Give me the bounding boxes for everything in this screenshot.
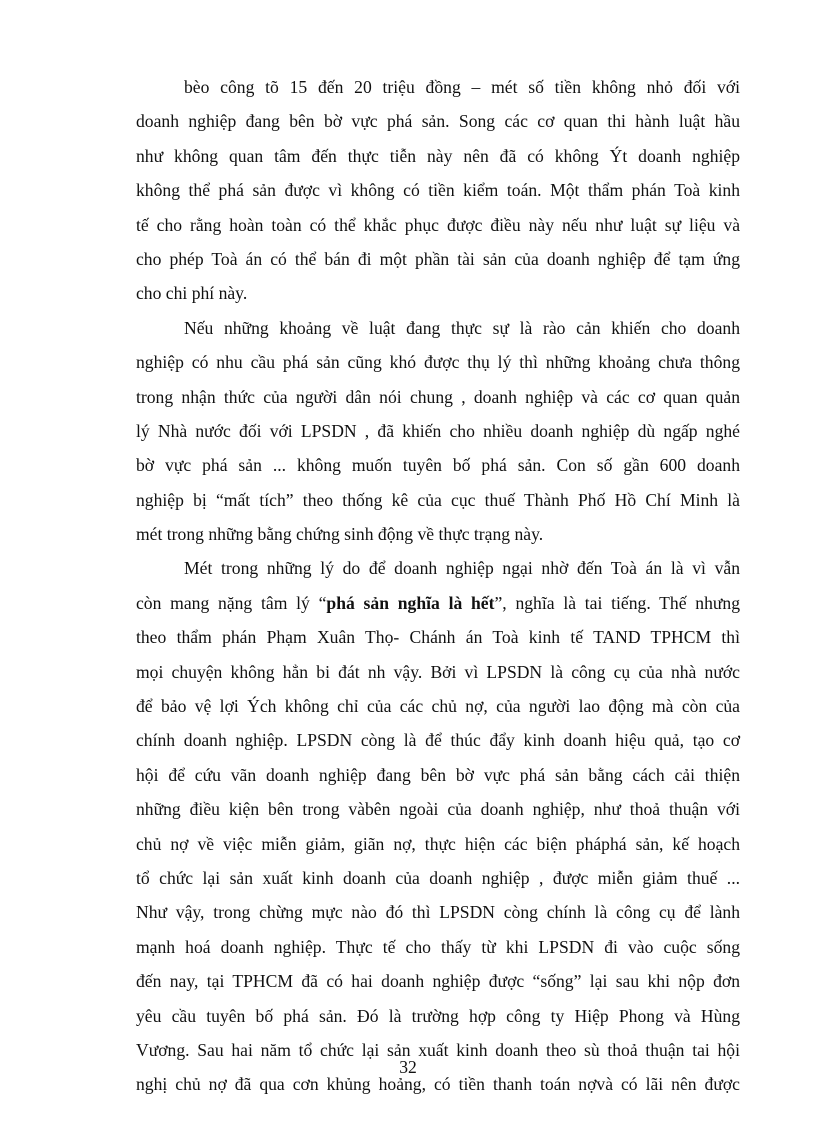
text-line: Như vậy, trong chừng mực nào đó thì LPSDN còng chính là công cụ để lành bbox=[136, 902, 740, 923]
text-line: tổ chức lại sản xuất kinh doanh của doanh nghiệp , được miễn giảm thuế ... bbox=[136, 867, 740, 888]
text-line: nghiệp bị “mất tích” theo thống kê của cục thuế Thành Phố Hồ Chí Minh là bbox=[136, 489, 740, 510]
text-line: Mét trong những lý do để doanh nghiệp ngại nhờ đến Toà án là vì vẫn bbox=[184, 558, 740, 579]
text-line: những điều kiện bên trong vàbên ngoài của doanh nghiệp, như thoả thuận với bbox=[136, 799, 740, 820]
text-line: yêu cầu tuyên bố phá sản. Đó là trường hợp công ty Hiệp Phong và Hùng bbox=[136, 1005, 740, 1026]
text-line: tế cho rằng hoàn toàn có thể khắc phục được điều này nếu như luật sự liệu và bbox=[136, 214, 740, 235]
paragraph bbox=[136, 551, 740, 1101]
text-line: mọi chuyện không hẳn bi đát nh vậy. Bởi vì LPSDN là công cụ của nhà nước bbox=[136, 661, 740, 682]
text-line: hội để cứu vãn doanh nghiệp đang bên bờ vực phá sản bằng cách cải thiện bbox=[136, 764, 740, 785]
text-line: nghị chủ nợ đã qua cơn khủng hoảng, có tiền thanh toán nợvà có lãi nên được bbox=[136, 1074, 740, 1095]
text-line: mạnh hoá doanh nghiệp. Thực tế cho thấy từ khi LPSDN đi vào cuộc sống bbox=[136, 936, 740, 957]
text-line: cho phép Toà án có thể bán đi một phần tài sản của doanh nghiệp để tạm ứng bbox=[136, 248, 740, 269]
text-line: doanh nghiệp đang bên bờ vực phá sản. Song các cơ quan thi hành luật hầu bbox=[136, 111, 740, 132]
text-line: trong nhận thức của người dân nói chung , doanh nghiệp và các cơ quan quản bbox=[136, 386, 740, 407]
text-line: bèo công tõ 15 đến 20 triệu đồng – mét số tiền không nhỏ đối với bbox=[184, 77, 740, 97]
text-line: Vương. Sau hai năm tổ chức lại sản xuất kinh doanh theo sù thoả thuận tai hội bbox=[136, 1039, 740, 1060]
text-line: như không quan tâm đến thực tiễn này nên đã có không Ýt doanh nghiệp bbox=[136, 145, 740, 166]
paragraph bbox=[136, 70, 740, 311]
text-segment: ”, nghĩa là tai tiếng. Thế nhưng bbox=[494, 592, 741, 613]
text-line: chính doanh nghiệp. LPSDN còng là để thúc đẩy kinh doanh hiệu quả, tạo cơ bbox=[136, 730, 740, 751]
text-line: bờ vực phá sản ... không muốn tuyên bố phá sản. Con số gần 600 doanh bbox=[136, 455, 740, 476]
text-line: nghiệp có nhu cầu phá sản cũng khó được thụ lý thì những khoảng chưa thông bbox=[136, 352, 740, 373]
text-segment: còn mang nặng tâm lý “ bbox=[136, 592, 327, 613]
text-line bbox=[136, 586, 740, 620]
text-line: chủ nợ về việc miễn giảm, giãn nợ, thực hiện các biện pháphá sản, kế hoạch bbox=[136, 833, 740, 854]
text-line: đến nay, tại TPHCM đã có hai doanh nghiệp được “sống” lại sau khi nộp đơn bbox=[136, 971, 740, 992]
text-line: theo thẩm phán Phạm Xuân Thọ- Chánh án Toà kinh tế TAND TPHCM thì bbox=[136, 627, 740, 648]
body-text bbox=[136, 70, 740, 1102]
paragraph bbox=[136, 311, 740, 552]
page-number: 32 bbox=[399, 1057, 417, 1077]
text-line: mét trong những bằng chứng sinh động về thực trạng này. bbox=[136, 524, 544, 545]
bold-phrase: phá sản nghĩa là hết bbox=[326, 592, 495, 613]
text-line: lý Nhà nước đối với LPSDN , đã khiến cho nhiều doanh nghiệp dù ngấp nghé bbox=[136, 420, 740, 441]
text-line: để bảo vệ lợi Ých không chỉ của các chủ nợ, của người lao động mà còn của bbox=[136, 696, 740, 717]
text-line: Nếu những khoảng về luật đang thực sự là rào cản khiến cho doanh bbox=[184, 317, 740, 338]
text-line: cho chi phí này. bbox=[136, 283, 248, 304]
text-line: không thể phá sản được vì không có tiền kiểm toán. Một thẩm phán Toà kinh bbox=[136, 180, 740, 201]
